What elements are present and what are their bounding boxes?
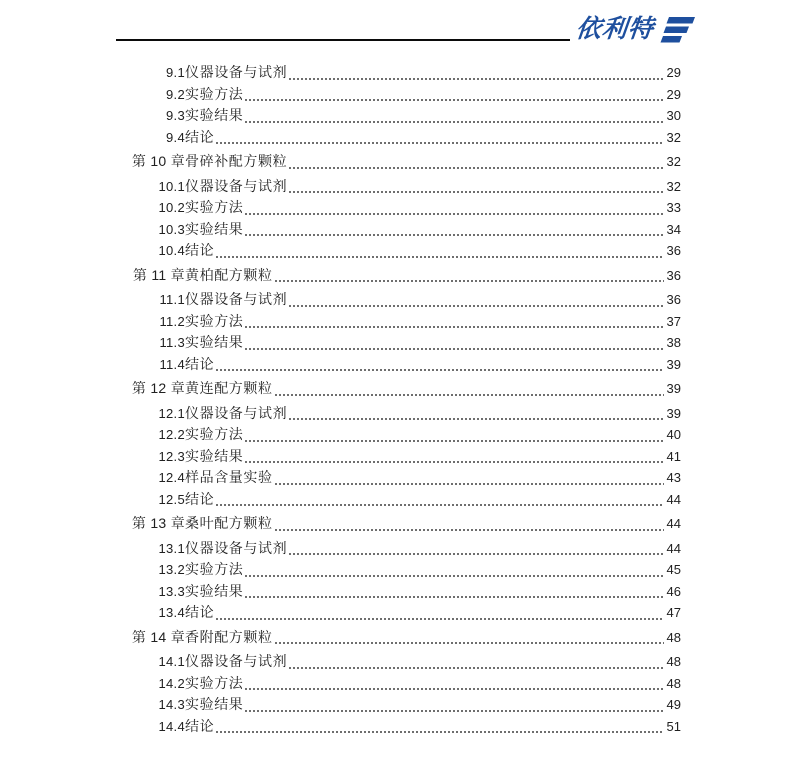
dot-leader: [274, 481, 664, 485]
toc-item-row[interactable]: [103, 581, 681, 603]
entry-number: 第 10 章: [131, 153, 185, 169]
page-number: 43: [666, 470, 681, 485]
toc-item-row[interactable]: [103, 62, 681, 84]
page-number: 37: [666, 313, 681, 329]
entry-title: 仪器设备与试剂: [185, 404, 288, 421]
page-number: 39: [666, 356, 681, 372]
entry-title: 结论: [185, 242, 215, 258]
entry-title: 实验方法: [185, 85, 244, 102]
toc-item-row[interactable]: [103, 559, 681, 581]
page-number: 34: [666, 221, 681, 237]
page-number: 44: [666, 491, 681, 507]
page-number: 36: [666, 267, 681, 283]
page-number: 48: [666, 629, 681, 645]
page-number: 51: [666, 718, 681, 734]
page-number: 45: [666, 562, 681, 577]
entry-number: 13.3: [158, 583, 185, 599]
toc-item-row[interactable]: [103, 651, 681, 673]
entry-number: 14.1: [158, 654, 185, 669]
entry-number: 10.2: [158, 200, 185, 215]
toc-item-row[interactable]: [103, 467, 681, 489]
page-number: 32: [666, 178, 681, 194]
dot-leader: [274, 278, 664, 282]
entry-number: 10.3: [158, 221, 185, 237]
dot-leader: [215, 616, 664, 620]
dot-leader: [244, 686, 664, 690]
dot-leader: [244, 232, 664, 236]
entry-number: 14.2: [158, 675, 185, 691]
entry-title: 实验方法: [185, 312, 244, 329]
dot-leader: [288, 416, 664, 420]
dot-leader: [244, 324, 664, 328]
page-number: 39: [666, 405, 681, 421]
page-number: 47: [666, 605, 681, 620]
page-number: 36: [666, 292, 681, 307]
dot-leader: [215, 367, 664, 371]
toc-item-row[interactable]: [103, 446, 681, 468]
toc-item-row[interactable]: [103, 424, 681, 446]
entry-number: 9.3: [166, 108, 185, 123]
dot-leader: [288, 665, 664, 669]
yilite-logo-stripes-icon: [657, 16, 695, 44]
yilite-logo-text: 依利特: [574, 15, 656, 43]
toc-item-row[interactable]: [103, 332, 681, 354]
entry-title: 结论: [185, 128, 215, 145]
toc-item-row[interactable]: [103, 311, 681, 333]
dot-leader: [244, 211, 664, 215]
entry-number: 9.4: [166, 129, 185, 145]
entry-title: 实验结果: [185, 447, 244, 464]
page-number: 30: [666, 108, 681, 123]
dot-leader: [215, 502, 664, 506]
entry-title: 实验结果: [185, 220, 244, 237]
toc-item-row[interactable]: [103, 219, 681, 241]
toc-item-row[interactable]: [103, 176, 681, 198]
entry-title: 样品含量实验: [185, 469, 273, 485]
page-number: 38: [666, 335, 681, 350]
entry-title: 实验结果: [185, 582, 244, 599]
entry-title: 仪器设备与试剂: [185, 653, 288, 669]
entry-title: 仪器设备与试剂: [185, 64, 288, 80]
entry-title: 仪器设备与试剂: [185, 539, 288, 556]
toc-chapter-row[interactable]: [103, 151, 681, 173]
page-number: 44: [666, 540, 681, 556]
entry-title: 实验结果: [185, 334, 244, 350]
entry-title: 结论: [185, 490, 215, 507]
page-number: 29: [666, 65, 681, 80]
entry-number: 第 13 章: [131, 515, 185, 531]
dot-leader: [244, 346, 664, 350]
dot-leader: [274, 640, 664, 644]
toc-chapter-row[interactable]: [103, 265, 681, 287]
page-number: 44: [666, 516, 681, 531]
entry-number: 12.4: [158, 470, 185, 485]
toc-item-row[interactable]: [103, 602, 681, 624]
page-number: 39: [666, 381, 681, 396]
toc-item-row[interactable]: [103, 289, 681, 311]
entry-title: 结论: [185, 355, 215, 372]
entry-number: 11.3: [159, 335, 185, 350]
entry-title: 黄柏配方颗粒: [185, 266, 273, 283]
dot-leader: [215, 729, 664, 733]
page-number: 41: [666, 448, 681, 464]
entry-number: 9.2: [166, 86, 185, 102]
dot-leader: [274, 392, 664, 396]
toc-item-row[interactable]: [103, 716, 681, 738]
dot-leader: [244, 459, 664, 463]
dot-leader: [288, 551, 664, 555]
entry-number: 10.4: [158, 243, 185, 258]
dot-leader: [244, 119, 664, 123]
entry-title: 香附配方颗粒: [185, 628, 273, 645]
entry-number: 9.1: [166, 65, 185, 80]
dot-leader: [244, 708, 664, 712]
table-of-contents: [103, 62, 681, 737]
toc-chapter-row[interactable]: [103, 378, 681, 400]
toc-item-row[interactable]: [103, 403, 681, 425]
toc-item-row[interactable]: [103, 127, 681, 149]
entry-title: 结论: [185, 604, 215, 620]
entry-title: 仪器设备与试剂: [185, 291, 288, 307]
toc-item-row[interactable]: [103, 489, 681, 511]
entry-title: 黄连配方颗粒: [185, 380, 273, 396]
entry-title: 实验方法: [185, 199, 244, 215]
entry-number: 13.4: [158, 605, 185, 620]
page-number: 48: [666, 654, 681, 669]
header-rule: [116, 39, 570, 41]
dot-leader: [244, 438, 664, 442]
dot-leader: [288, 165, 664, 169]
page-number: 36: [666, 243, 681, 258]
dot-leader: [274, 527, 664, 531]
dot-leader: [288, 76, 664, 80]
toc-item-row[interactable]: [103, 354, 681, 376]
toc-item-row[interactable]: [103, 84, 681, 106]
entry-number: 12.5: [158, 491, 185, 507]
toc-item-row[interactable]: [103, 538, 681, 560]
page-number: 49: [666, 697, 681, 712]
dot-leader: [288, 303, 664, 307]
dot-leader: [244, 573, 664, 577]
entry-number: 14.4: [158, 718, 185, 734]
page-number: 32: [666, 154, 681, 169]
entry-number: 第 12 章: [131, 380, 185, 396]
dot-leader: [288, 189, 664, 193]
entry-number: 13.1: [158, 540, 185, 556]
toc-item-row[interactable]: [103, 105, 681, 127]
entry-number: 10.1: [158, 178, 185, 194]
dot-leader: [215, 140, 664, 144]
page-number: 33: [666, 200, 681, 215]
entry-number: 第 11 章: [132, 266, 185, 283]
entry-number: 11.1: [159, 292, 185, 307]
entry-number: 12.3: [158, 448, 185, 464]
entry-title: 实验方法: [185, 674, 244, 691]
yilite-logo: [576, 14, 695, 44]
entry-number: 11.2: [159, 313, 185, 329]
entry-number: 12.2: [158, 427, 185, 442]
entry-number: 第 14 章: [131, 628, 185, 645]
entry-title: 仪器设备与试剂: [185, 177, 288, 194]
page-number: 32: [666, 129, 681, 145]
toc-item-row[interactable]: [103, 240, 681, 262]
entry-number: 12.1: [158, 405, 185, 421]
toc-item-row[interactable]: [103, 197, 681, 219]
entry-title: 桑叶配方颗粒: [185, 515, 273, 531]
toc-item-row[interactable]: [103, 673, 681, 695]
toc-chapter-row[interactable]: [103, 627, 681, 649]
dot-leader: [215, 254, 664, 258]
toc-chapter-row[interactable]: [103, 513, 681, 535]
page-number: 29: [666, 86, 681, 102]
entry-title: 实验结果: [185, 696, 244, 712]
entry-title: 实验结果: [185, 107, 244, 123]
entry-number: 13.2: [158, 562, 185, 577]
toc-item-row[interactable]: [103, 694, 681, 716]
dot-leader: [244, 594, 664, 598]
page-number: 46: [666, 583, 681, 599]
entry-title: 实验方法: [185, 426, 244, 442]
entry-title: 骨碎补配方颗粒: [185, 153, 288, 169]
entry-title: 实验方法: [185, 561, 244, 577]
entry-number: 11.4: [159, 356, 185, 372]
page-number: 48: [666, 675, 681, 691]
page-number: 40: [666, 427, 681, 442]
entry-number: 14.3: [158, 697, 185, 712]
dot-leader: [244, 97, 664, 101]
entry-title: 结论: [185, 717, 215, 734]
